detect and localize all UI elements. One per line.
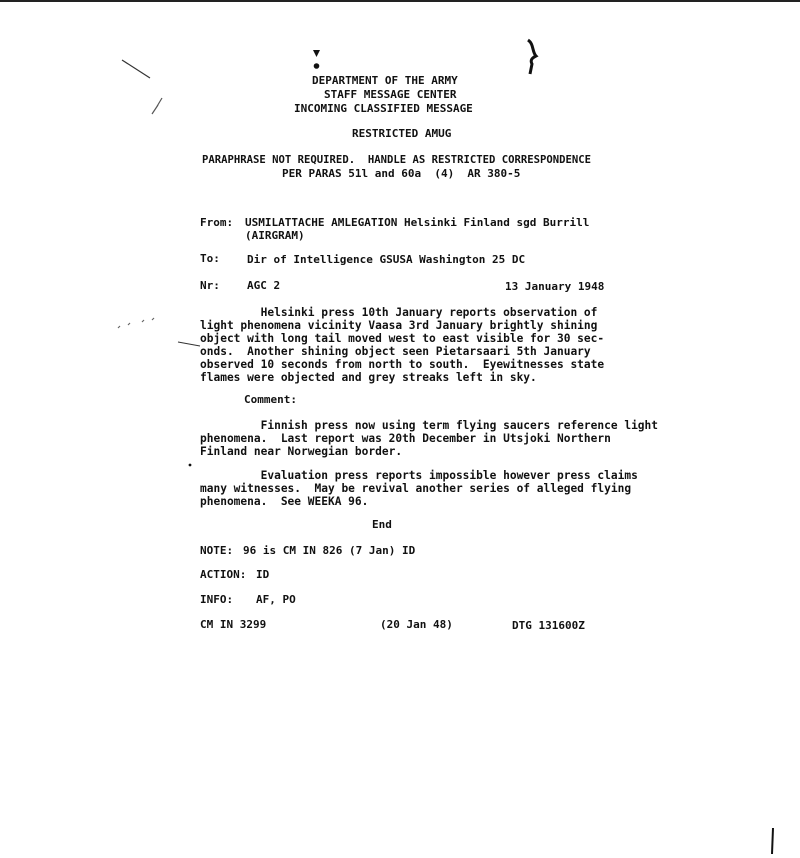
note-label: NOTE:	[200, 544, 234, 557]
margin-dots	[118, 318, 154, 328]
received-date: (20 Jan 48)	[380, 618, 453, 631]
from-value-airgram: (AIRGRAM)	[245, 229, 305, 242]
left-dot	[189, 464, 192, 467]
top-triangle-mark	[313, 50, 320, 57]
body-p2-line-3: Finland near Norwegian border.	[200, 445, 403, 458]
cm-in-number: CM IN 3299	[200, 618, 267, 631]
right-ink-mark	[528, 40, 536, 74]
body-p1-line-5: observed 10 seconds from north to south. Eyewitnesses state	[200, 358, 605, 371]
handling-instruction-2: PER PARAS 51l and 60a (4) AR 380-5	[282, 167, 521, 180]
message-date: 13 January 1948	[505, 280, 605, 293]
body-p1-line-3: object with long tail moved west to east visible for 30 sec-	[200, 332, 605, 345]
body-p3-line-3: phenomena. See WEEKA 96.	[200, 495, 369, 508]
to-value: Dir of Intelligence GSUSA Washington 25 DC	[247, 253, 526, 266]
comment-heading: Comment:	[244, 393, 297, 406]
body-p3-line-2: many witnesses. May be revival another series of alleged flying	[200, 482, 632, 495]
margin-scribble	[152, 98, 162, 114]
body-p3-line-1: Evaluation press reports impossible however press claims	[200, 469, 638, 482]
body-p2-line-1: Finnish press now using term flying saucers reference light	[200, 419, 659, 432]
body-p1-line-1: Helsinki press 10th January reports observation of	[200, 306, 598, 319]
info-label: INFO:	[200, 593, 234, 606]
end-marker: End	[372, 518, 392, 531]
header-incoming-classified: INCOMING CLASSIFIED MESSAGE	[294, 102, 473, 115]
body-p1-line-6: flames were objected and grey streaks left in sky.	[200, 371, 537, 384]
dtg-value: DTG 131600Z	[512, 619, 585, 632]
body-p1-line-4: onds. Another shining object seen Pietarsaari 5th January	[200, 345, 591, 358]
from-value: USMILATTACHE AMLEGATION Helsinki Finland sgd Burrill	[245, 216, 590, 229]
scan-marks	[0, 2, 800, 858]
body-p2-line-2: phenomena. Last report was 20th December in Utsjoki Northern	[200, 432, 611, 445]
nr-label: Nr:	[200, 279, 220, 292]
margin-stroke-arrow	[178, 342, 200, 346]
stray-pen-stroke	[122, 60, 150, 78]
action-value: ID	[256, 568, 270, 581]
action-label: ACTION:	[200, 568, 247, 581]
to-label: To:	[200, 252, 220, 265]
handling-instruction-1: PARAPHRASE NOT REQUIRED. HANDLE AS RESTRICTED CORRESPONDENCE	[202, 154, 592, 166]
classification-marking: RESTRICTED AMUG	[352, 127, 452, 140]
right-edge-mark	[772, 828, 773, 854]
body-p1-line-2: light phenomena vicinity Vaasa 3rd January brightly shining	[200, 319, 598, 332]
header-staff-message-center: STAFF MESSAGE CENTER	[324, 88, 457, 101]
note-value: 96 is CM IN 826 (7 Jan) ID	[243, 544, 416, 557]
nr-value: AGC 2	[247, 279, 281, 292]
from-label: From:	[200, 216, 234, 229]
info-value: AF, PO	[256, 593, 296, 606]
top-dot-mark	[314, 63, 320, 69]
header-department: DEPARTMENT OF THE ARMY	[312, 74, 458, 87]
